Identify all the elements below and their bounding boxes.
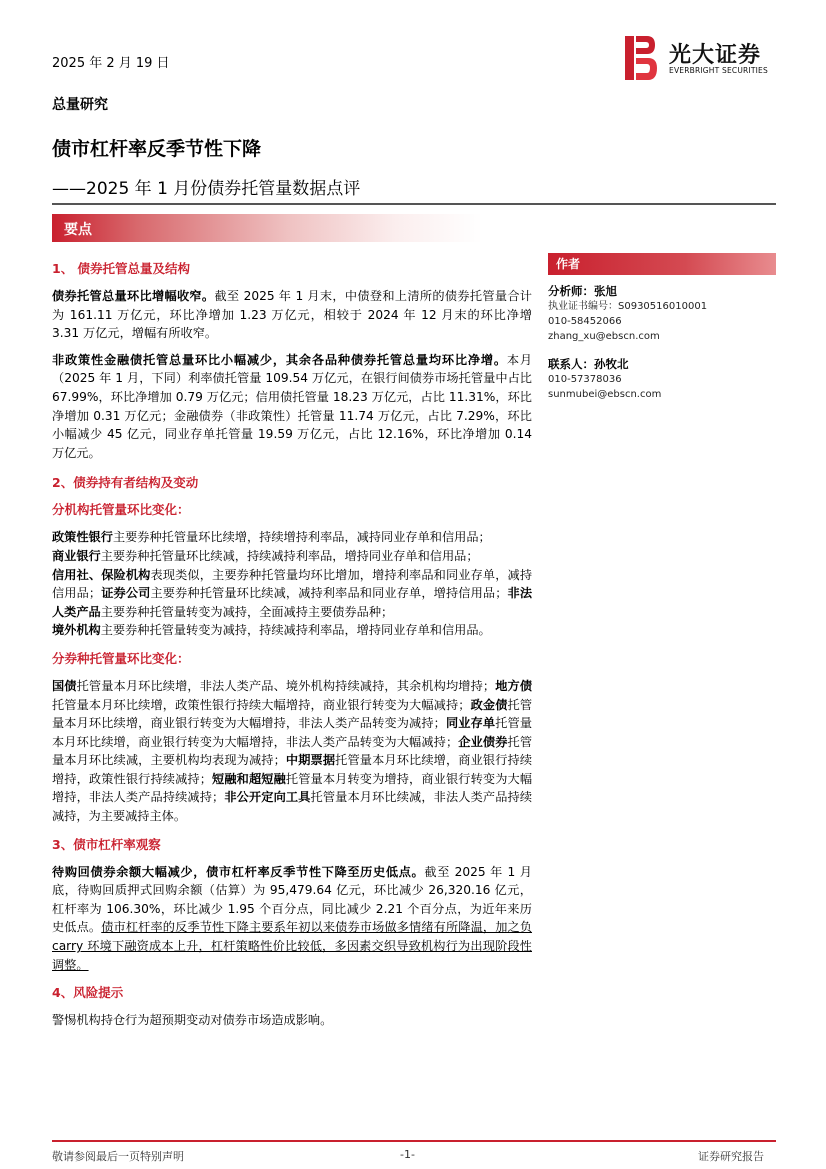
report-category: 总量研究	[52, 97, 108, 113]
inst-text: 主要券种托管量转变为减持，全面减持主要债券品种；	[100, 604, 394, 619]
keypoints-label: 要点	[64, 222, 92, 238]
inst-name: 商业银行	[52, 548, 101, 563]
logo-chinese-name: 光大证券	[669, 43, 762, 68]
footer-disclaimer: 敬请参阅最后一页特别声明	[52, 1150, 184, 1163]
inst-text: 主要券种托管量环比续减，持续减持利率品，增持同业存单和信用品；	[100, 548, 479, 563]
company-logo	[625, 36, 775, 80]
bond-name: 国债	[52, 678, 77, 693]
contact-name: 联系人：孙牧北	[548, 357, 629, 371]
section-2-sub-heading-institutions: 分机构托管量环比变化：	[52, 502, 190, 518]
bond-text: 托管量本月环比续增，政策性银行持续大幅增持，商业银行转变为大幅减持；	[52, 697, 471, 712]
bond-text: 托管量本月环比续减，主要机构均表现为减持；	[52, 734, 533, 768]
institution-changes-paragraph	[52, 528, 532, 640]
bond-text: 托管量本月转变为增持，商业银行转变为大幅增持，非法人类产品持续减持；	[52, 771, 533, 805]
section-3-paragraph	[52, 863, 532, 975]
section-3-lead: 待购回债券余额大幅减少，债市杠杆率反季节性下降至历史低点。	[52, 864, 425, 879]
bond-text: 托管量本月环比续增，商业银行转变为大幅增持，非法人类产品转变为大幅减持；	[52, 716, 533, 749]
bond-text: 托管量本月环比续减，非法人类产品持续减持，为主要减持主体。	[52, 790, 533, 824]
section-1-p2-body: 本月（2025 年 1 月，下同）利率债托管量 109.54 万亿元，在银行间债券市场托管量中占比 67.99%，环比净增加 0.79 万亿元；信用债托管量 18.23 万亿元，占比 11.31%，环比净增加 0.31 万亿元；金融债券（非政策性）托管量 11.74 万亿元，占比 7.29%，环比小幅减少 45 亿元，同业存单托管量 19.59 万亿元，占比 12.16%，环比净增加 0.14 万亿元。	[52, 352, 533, 460]
bond-name: 地方债	[495, 678, 533, 693]
section-1-p1-lead: 债券托管总量环比增幅收窄。	[52, 289, 215, 303]
page-title: 债市杠杆率反季节性下降	[52, 138, 262, 160]
analyst-phone: 010-58452066	[548, 316, 622, 327]
bond-name: 企业债券	[458, 734, 508, 749]
main-content	[52, 258, 532, 1030]
section-3-underlined: 债市杠杆率的反季节性下降主要系年初以来债券市场做多情绪有所降温，加之负 carry 环境下融资成本上升，杠杆策略性价比较低，多因素交织导致机构行为出现阶段性调整。	[52, 920, 533, 972]
inst-name: 境外机构	[52, 623, 101, 638]
footer-report-type: 证券研究报告	[698, 1150, 764, 1163]
contact-phone: 010-57378036	[548, 374, 622, 385]
footer-divider	[52, 1140, 776, 1142]
logo-mark-icon	[625, 36, 657, 80]
bond-text: 托管量本月环比续增，商业银行转变为大幅增持，非法人类产品转变为减持；	[52, 697, 533, 731]
contact-email[interactable]: sunmubei@ebscn.com	[548, 389, 662, 400]
section-2-heading: 2、债券持有者结构及变动	[52, 475, 199, 491]
section-1-paragraph-2	[52, 351, 532, 463]
inst-text: 表现类似，主要券种托管量均环比增加，增持利率品和同业存单，减持信用品；	[52, 567, 533, 601]
section-1-p1-body: 截至 2025 年 1 月末，中债登和上清所的债券托管量合计为 161.11 万亿元，环比净增加 1.23 万亿元，相较于 2024 年 12 月末的环比净增 3.31 万亿元，增幅有所收窄。	[52, 289, 532, 341]
inst-text: 主要券种托管量环比续减，减持利率品和同业存单，增持信用品；	[150, 586, 508, 601]
section-3-body: 截至 2025 年 1 月底，待购回质押式回购余额（估算）为 95,479.64 亿元，环比减少 26,320.16 亿元，杠杆率为 106.30%，环比减少 1.95 个百分点，同比减少 2.21 个百分点，为近年来历史低点。	[52, 864, 532, 935]
header-divider	[52, 203, 776, 205]
section-4-paragraph: 警惕机构持仓行为超预期变动对债券市场造成影响。	[52, 1013, 333, 1028]
analyst-name: 分析师：张旭	[548, 284, 617, 298]
bond-type-changes-paragraph	[52, 677, 532, 826]
inst-name: 非法人类产品	[52, 586, 533, 619]
section-1-p2-lead: 非政策性金融债托管总量环比小幅减少，其余各品种债券托管总量均环比净增。	[52, 352, 507, 367]
keypoints-banner	[52, 214, 482, 242]
inst-text: 主要券种托管量环比续增，持续增持利率品，减持同业存单和信用品；	[112, 530, 491, 545]
bond-name: 短融和超短融	[211, 771, 286, 786]
section-3-heading: 3、债市杠杆率观察	[52, 836, 161, 852]
bond-text: 托管量本月环比续增，商业银行持续增持，政策性银行持续减持；	[52, 753, 533, 786]
section-1-paragraph-1	[52, 287, 532, 343]
bond-name: 同业存单	[445, 716, 496, 731]
inst-name: 政策性银行	[52, 530, 113, 545]
bond-name: 非公开定向工具	[224, 790, 311, 805]
inst-name: 证券公司	[101, 586, 151, 601]
inst-name: 信用社、保险机构	[52, 567, 151, 582]
page-number: -1-	[400, 1148, 415, 1161]
inst-text: 主要券种托管量转变为减持，持续减持利率品，增持同业存单和信用品。	[100, 623, 491, 638]
report-date: 2025 年 2 月 19 日	[52, 56, 170, 71]
author-band: 作者	[548, 253, 776, 275]
analyst-license: 执业证书编号：S0930516010001	[548, 301, 708, 312]
bond-name: 政金债	[470, 697, 508, 712]
page-subtitle: ——2025 年 1 月份债券托管量数据点评	[52, 179, 361, 199]
bond-name: 中期票据	[285, 753, 336, 768]
section-2-sub-heading-bonds: 分券种托管量环比变化：	[52, 650, 190, 666]
section-1-heading: 1、 债券托管总量及结构	[52, 261, 191, 276]
analyst-email[interactable]: zhang_xu@ebscn.com	[548, 331, 660, 342]
bond-text: 托管量本月环比续增，非法人类产品、境外机构持续减持，其余机构均增持；	[76, 678, 496, 693]
author-sidebar	[548, 253, 776, 402]
logo-english-name: EVERBRIGHT SECURITIES	[669, 66, 768, 75]
section-4-heading: 4、风险提示	[52, 985, 124, 1001]
